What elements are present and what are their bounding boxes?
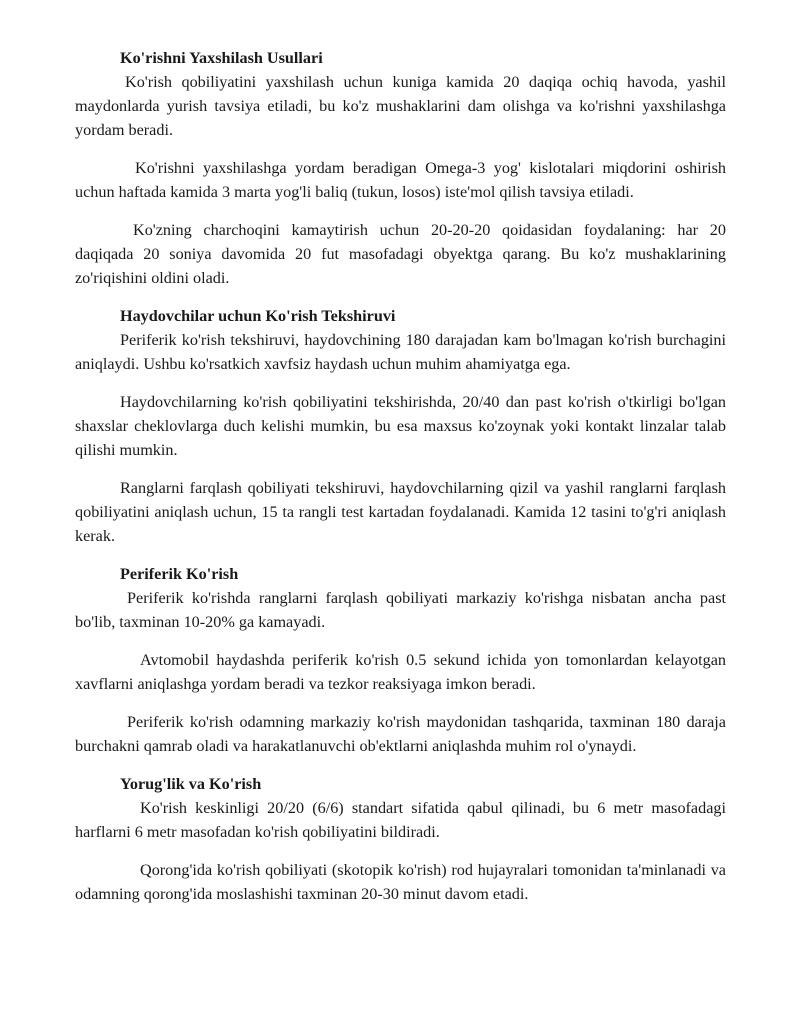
section-heading: Haydovchilar uchun Ko'rish Tekshiruvi (120, 307, 396, 325)
paragraph: Ko'rish keskinligi 20/20 (6/6) standart sifatida qabul qilinadi, bu 6 metr masofadagi harflarni 6 metr masofadan ko'rish qobiliyatini bildiradi. (75, 799, 726, 841)
paragraph: Periferik ko'rishda ranglarni farqlash qobiliyati markaziy ko'rishga nisbatan ancha past bo'lib, taxminan 10-20% ga kamayadi. (75, 589, 726, 631)
document-page (75, 46, 726, 920)
paragraph: Ko'zning charchoqini kamaytirish uchun 20-20-20 qoidasidan foydalaning: har 20 daqiqada 20 soniya davomida 20 fut masofadagi obyektga qarang. Bu ko'z mushaklarining zo'riqishini oldini oladi. (75, 221, 726, 287)
section-heading: Periferik Ko'rish (120, 565, 239, 583)
paragraph: Periferik ko'rish odamning markaziy ko'rish maydonidan tashqarida, taxminan 180 daraja burchakni qamrab oladi va harakatlanuvchi ob'ektlarni aniqlashda muhim rol o'ynaydi. (75, 713, 726, 755)
section-driver-vision-test (75, 304, 726, 548)
paragraph: Periferik ko'rish tekshiruvi, haydovchining 180 darajadan kam bo'lmagan ko'rish burchagini aniqlaydi. Ushbu ko'rsatkich xavfsiz haydash uchun muhim ahamiyatga ega. (75, 331, 726, 373)
paragraph: Ko'rishni yaxshilashga yordam beradigan Omega-3 yog' kislotalari miqdorini oshirish uchun haftada kamida 3 marta yog'li baliq (tukun, losos) iste'mol qilish tavsiya etiladi. (75, 159, 726, 201)
paragraph: Haydovchilarning ko'rish qobiliyatini tekshirishda, 20/40 dan past ko'rish o'tkirligi bo'lgan shaxslar cheklovlarga duch kelishi mumkin, bu esa maxsus ko'zoynak yoki kontakt linzalar talab qilishi mumkin. (75, 393, 726, 459)
paragraph: Avtomobil haydashda periferik ko'rish 0.5 sekund ichida yon tomonlardan kelayotgan xavflarni aniqlashga yordam beradi va tezkor reaksiyaga imkon beradi. (75, 651, 726, 693)
section-vision-improvement (75, 46, 726, 290)
section-light-and-vision (75, 772, 726, 906)
section-peripheral-vision (75, 562, 726, 758)
paragraph: Ranglarni farqlash qobiliyati tekshiruvi, haydovchilarning qizil va yashil ranglarni farqlash qobiliyatini aniqlash uchun, 15 ta rangli test kartadan foydalanadi. Kamida 12 tasini to'g'ri aniqlash kerak. (75, 479, 726, 545)
paragraph: Ko'rish qobiliyatini yaxshilash uchun kuniga kamida 20 daqiqa ochiq havoda, yashil maydonlarda yurish tavsiya etiladi, bu ko'z mushaklarini dam olishga va ko'rishni yaxshilashga yordam beradi. (75, 73, 726, 139)
section-heading: Yorug'lik va Ko'rish (120, 775, 262, 793)
paragraph: Qorong'ida ko'rish qobiliyati (skotopik ko'rish) rod hujayralari tomonidan ta'minlanadi va odamning qorong'ida moslashishi taxminan 20-30 minut davom etadi. (75, 861, 726, 903)
section-heading: Ko'rishni Yaxshilash Usullari (120, 49, 323, 67)
